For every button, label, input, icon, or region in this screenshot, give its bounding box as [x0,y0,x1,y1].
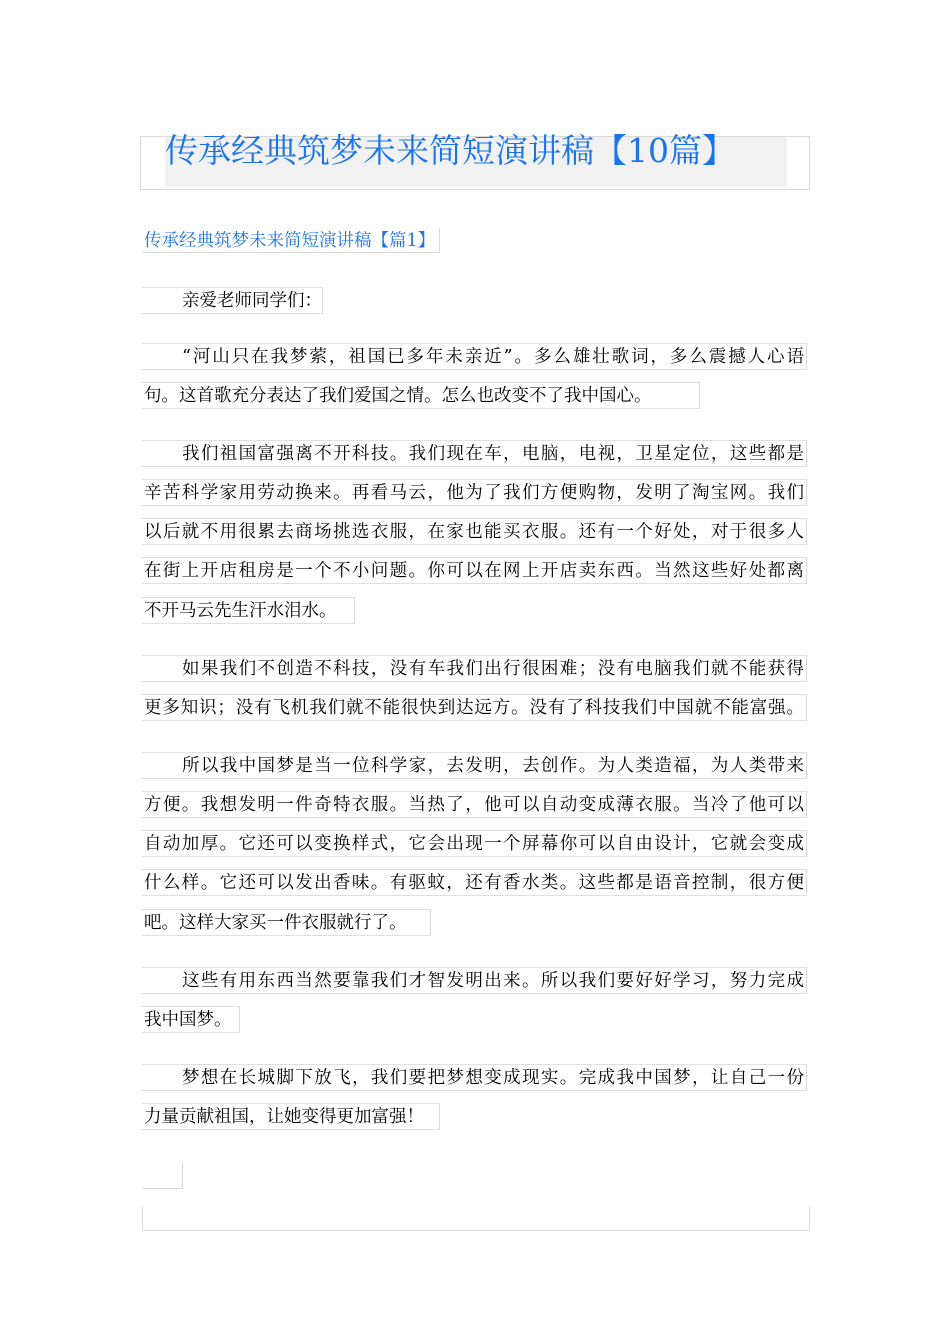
paragraph-line [142,382,700,409]
paragraph-text: “河山只在我梦萦，祖国已多年未亲近”。多么雄壮歌词，多么震撼人心语 [182,347,804,367]
document-title: 传承经典筑梦未来简短演讲稿【10篇】 [165,131,735,170]
paragraph-text: 句。这首歌充分表达了我们爱国之情。怎么也改变不了我中国心。 [144,386,652,406]
paragraph-text: 不开马云先生汗水泪水。 [144,601,337,621]
paragraph-text: 所以我中国梦是当一位科学家，去发明，去创作。为人类造福，为人类带来 [182,756,804,776]
paragraph-line [142,967,807,994]
paragraph-text: 辛苦科学家用劳动换来。再看马云，他为了我们方便购物，发明了淘宝网。我们 [144,483,804,503]
greeting: 亲爱老师同学们： [182,291,322,311]
paragraph-text: 如果我们不创造不科技，没有车我们出行很困难；没有电脑我们就不能获得 [182,659,804,679]
paragraph-line [142,518,807,545]
paragraph-text: 以后就不用很累去商场挑选衣服，在家也能买衣服。还有一个好处，对于很多人 [144,522,804,542]
paragraph-text: 我中国梦。 [144,1010,232,1030]
paragraph-text: 方便。我想发明一件奇特衣服。当热了，他可以自动变成薄衣服。当冷了他可以 [144,795,804,815]
paragraph-text: 在街上开店租房是一个不小问题。你可以在网上开店卖东西。当然这些好处都离 [144,561,804,581]
paragraph-line [142,869,807,896]
paragraph-text: 更多知识；没有飞机我们就不能很快到达远方。没有了科技我们中国就不能富强。 [144,698,804,718]
paragraph-line [142,1064,807,1091]
paragraph-line [142,440,807,467]
title-frame [140,131,810,190]
paragraph-line [142,479,807,506]
paragraph-line [142,557,807,584]
paragraph-text: 我们祖国富强离不开科技。我们现在车，电脑，电视，卫星定位，这些都是 [182,444,804,464]
paragraph-text: 吧。这样大家买一件衣服就行了。 [144,913,407,933]
paragraph-line [142,597,355,624]
empty-line-marker [142,1162,183,1189]
paragraph-line [142,694,807,721]
paragraph-text: 力量贡献祖国，让她变得更加富强！ [144,1107,424,1127]
paragraph-line [142,343,807,370]
paragraph-text: 梦想在长城脚下放飞，我们要把梦想变成现实。完成我中国梦，让自己一份 [182,1068,804,1088]
paragraph-text: 自动加厚。它还可以变换样式，它会出现一个屏幕你可以自由设计，它就会变成 [144,834,804,854]
paragraph-line [142,1006,240,1033]
paragraph-line [142,909,431,936]
paragraph-text: 这些有用东西当然要靠我们才智发明出来。所以我们要好好学习，努力完成 [182,971,804,991]
empty-paragraph-frame [142,1207,810,1231]
greeting-line [142,287,323,314]
paragraph-line [142,791,807,818]
paragraph-line [142,655,807,682]
paragraph-line [142,752,807,779]
paragraph-line [142,830,807,857]
paragraph-text: 什么样。它还可以发出香味。有驱蚊，还有香水类。这些都是语音控制，很方便 [144,873,804,893]
paragraph-line [142,1103,440,1130]
section-heading: 传承经典筑梦未来简短演讲稿【篇1】 [142,228,440,253]
